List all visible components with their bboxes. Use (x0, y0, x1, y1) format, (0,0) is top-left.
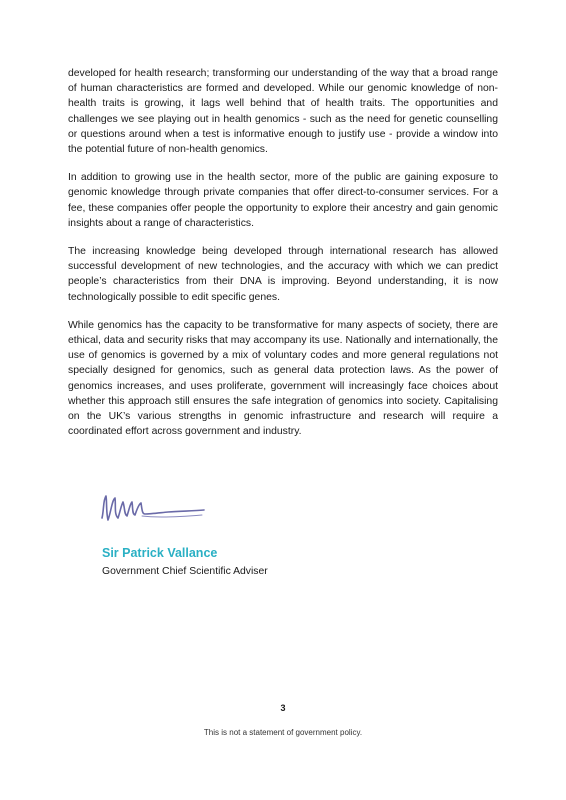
page-number: 3 (280, 703, 286, 713)
body-paragraph-1: developed for health research; transforming our understanding of the way that a broad range of human characteristics are formed and developed. While our genomic knowledge of non-health traits is growing, it lags well behind that of health traits. The opportunities and challenges we see playing out in health genomics - such as the need for genetic counselling or questions around when a test is informative enough to justify use - provide a window into the potential future of non-health genomics. (68, 68, 498, 156)
signatory-name: Sir Patrick Vallance (102, 546, 218, 560)
signatory-role: Government Chief Scientific Adviser (102, 566, 268, 577)
body-paragraph-2: In addition to growing use in the health sector, more of the public are gaining exposure to genomic knowledge through private companies that offer direct-to-consumer services. For a fee, these companies offer people the opportunity to explore their ancestry and gain genomic insights about a range of characteristics. (68, 172, 498, 229)
handwritten-signature-icon (98, 488, 208, 528)
body-paragraph-4: While genomics has the capacity to be transformative for many aspects of society, there are ethical, data and security risks that may accompany its use. Nationally and internationally, the use of genomics is governed by a mix of voluntary codes and more general regulations not specially designed for genomics, such as general data protection laws. As the power of genomics increases, and uses proliferate, government will increasingly face choices about whether this approach still ensures the safe integration of genomics into society. Capitalising on the UK’s various strengths in genomic infrastructure and research will require a coordinated effort across government and industry. (68, 319, 498, 438)
footer-disclaimer: This is not a statement of government policy. (203, 728, 363, 737)
body-paragraph-3: The increasing knowledge being developed through international research has allowed successful development of new technologies, and the accuracy with which we can predict people’s characteristics from their DNA is improving. Beyond understanding, it is now technologically possible to edit specific genes. (68, 246, 498, 303)
document-body (68, 66, 498, 452)
